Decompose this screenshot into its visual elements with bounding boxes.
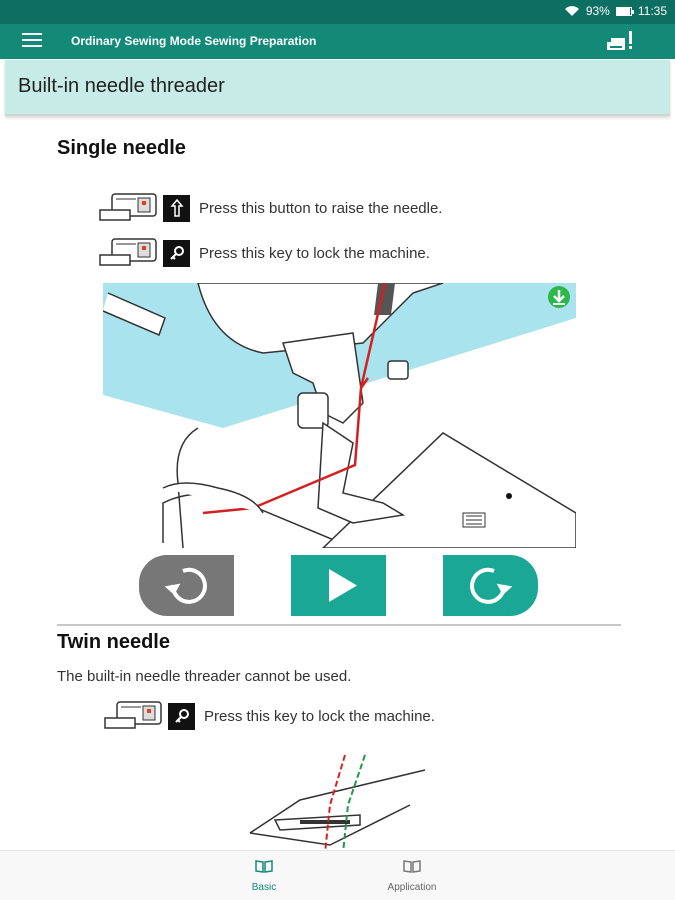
app-bar (0, 24, 675, 59)
step-text: Press this key to lock the machine. (199, 244, 430, 262)
replay-forward-icon (443, 555, 538, 616)
needle-up-icon (163, 195, 190, 222)
step-row (98, 237, 430, 269)
twin-needle-note: The built-in needle threader cannot be used. (57, 668, 352, 685)
play-icon (291, 555, 386, 616)
app-title: Ordinary Sewing Mode Sewing Preparation (71, 34, 317, 48)
nav-application-label: Application (387, 882, 437, 893)
single-needle-heading: Single needle (57, 137, 186, 159)
step-text: Press this key to lock the machine. (204, 707, 435, 725)
step-row (98, 192, 442, 224)
replay-back-button[interactable] (139, 555, 234, 616)
battery-percent: 93% (585, 4, 610, 18)
play-button[interactable] (291, 555, 386, 616)
threading-illustration (103, 283, 576, 548)
replay-forward-button[interactable] (443, 555, 538, 616)
book-icon (403, 859, 421, 873)
wifi-icon (564, 5, 580, 17)
section-header (5, 60, 670, 116)
nav-application-tab[interactable] (367, 859, 457, 893)
divider (57, 624, 621, 626)
page-title: Built-in needle threader (18, 75, 225, 97)
clock: 11:35 (637, 4, 667, 18)
bottom-navigation (0, 850, 675, 900)
status-bar (0, 0, 675, 24)
nav-basic-tab[interactable] (219, 859, 309, 893)
menu-icon[interactable] (22, 33, 42, 49)
step-row (103, 700, 435, 732)
nav-basic-label: Basic (251, 882, 277, 893)
lock-key-icon (168, 703, 195, 730)
machine-alert-icon[interactable] (605, 30, 635, 52)
sewing-machine-icon (98, 237, 160, 269)
book-icon (255, 859, 273, 873)
battery-icon (616, 7, 632, 16)
sewing-machine-icon (103, 700, 165, 732)
replay-back-icon (139, 555, 234, 616)
twin-needle-heading: Twin needle (57, 631, 170, 653)
twin-needle-illustration (230, 745, 450, 853)
sewing-machine-icon (98, 192, 160, 224)
step-text: Press this button to raise the needle. (199, 199, 443, 217)
lock-key-icon (163, 240, 190, 267)
